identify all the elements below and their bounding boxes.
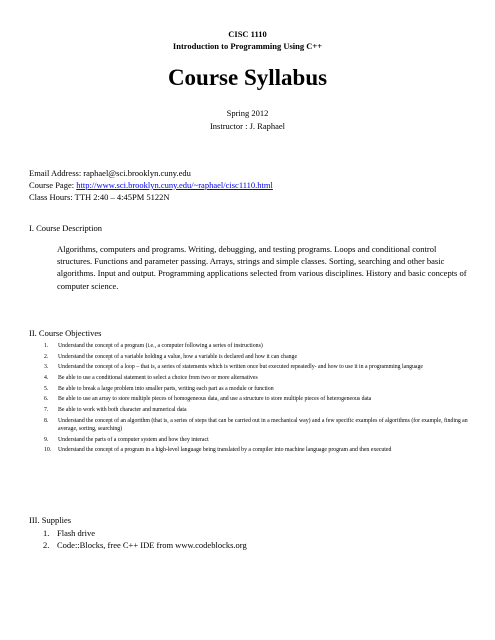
list-text: Flash drive [57,528,96,538]
contact-info [29,167,273,203]
list-item [29,395,479,403]
list-number: 3. [44,364,49,371]
course-objectives-heading: II. Course Objectives [29,328,102,338]
list-item [29,406,479,414]
list-number: 8. [44,417,49,424]
course-description-text: Algorithms, computers and programs. Writing, debugging, and testing programs. Loops and conditional control structures. Functions and parameter passing. Arrays, strings and simple classes. Sorting, searching and other basic algorithms. Input and output. Programming applications selected from various disciplines. History and basic concepts of computer science. [57,244,467,291]
instructor: Instructor : J. Raphael [209,121,286,131]
list-item [29,527,449,539]
list-item [29,436,479,444]
list-number: 2. [44,353,49,360]
course-page-link[interactable]: http://www.sci.brooklyn.cuny.edu/~raphael/cisc1110.html [76,180,273,190]
list-text: Understand the concept of a program in a high-level language being translated by a compiler into machine language program and then executed [58,447,392,454]
list-item [29,374,479,382]
list-text: Be able to use a conditional statement to select a choice from two or more alternatives [58,375,258,382]
list-number: 9. [44,436,49,443]
list-item [29,446,479,454]
supplies-list [29,527,449,551]
list-text: Understand the concept of a loop – that is, a series of statements which is written once but executed repeatedly- and how to use it in a programming language [58,364,423,371]
list-number: 7. [44,407,49,414]
course-description-heading: I. Course Description [29,223,102,233]
email-address: Email Address: raphael@sci.brooklyn.cuny.edu [29,168,191,178]
class-hours: Class Hours: TTH 2:40 – 4:45PM 5122N [29,192,170,202]
list-text: Understand the concept of an algorithm (that is, a series of steps that can be carried out in a mechanical way) and a few specific examples of algorithms (for example, finding an average, sorting, searching) [58,417,468,433]
list-text: Understand the concept of a program (i.e., a computer following a series of instructions) [58,343,263,349]
list-item [29,417,479,434]
list-number: 5. [44,385,49,392]
list-text: Be able to use an array to store multiple pieces of homogeneous data, and use a structure to store multiple pieces of heterogeneous data [58,396,372,403]
list-number: 10. [44,447,52,454]
course-name: Introduction to Programming Using C++ [172,41,323,51]
list-number: 2. [43,540,50,550]
list-item [29,342,479,350]
list-text: Be able to break a large problem into smaller parts, writing each part as a module or function [58,385,274,392]
supplies-heading: III. Supplies [29,515,72,525]
course-page-line [29,179,273,191]
list-text: Code::Blocks, free C++ IDE from www.codeblocks.org [57,540,247,550]
list-number: 1. [43,528,50,538]
list-number: 4. [44,375,49,382]
course-page-label: Course Page: [29,180,77,190]
list-item [29,539,449,551]
page-title: Course Syllabus [167,65,328,90]
list-text: Understand the parts of a computer system and how they interact [58,436,209,443]
list-item [29,363,479,371]
list-number: 1. [44,343,49,349]
list-item [29,353,479,361]
list-text: Be able to work with both character and numerical data [58,407,187,414]
list-number: 6. [44,396,49,403]
list-item [29,385,479,393]
course-code: CISC 1110 [228,29,267,39]
term: Spring 2012 [226,108,269,118]
objectives-list [29,342,479,457]
list-text: Understand the concept of a variable holding a value, how a variable is declared and how it can change [58,353,298,360]
